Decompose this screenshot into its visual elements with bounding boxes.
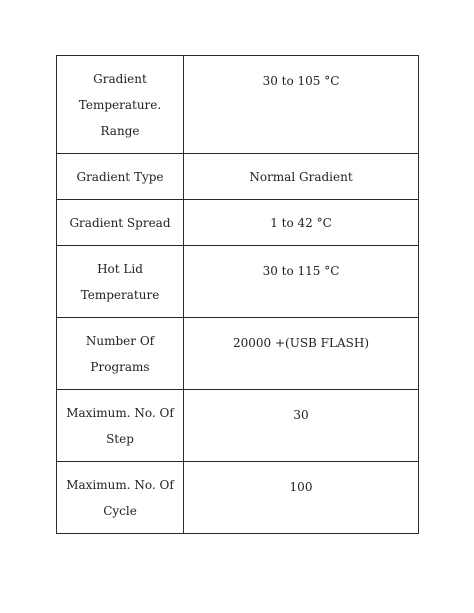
row-value: 1 to 42 °C — [184, 200, 419, 246]
table-row — [57, 56, 419, 154]
row-label: Maximum. No. Of Step — [57, 390, 184, 462]
row-value: Normal Gradient — [184, 154, 419, 200]
table-row — [57, 200, 419, 246]
row-label: Gradient Spread — [57, 200, 184, 246]
row-label: Gradient Type — [57, 154, 184, 200]
table-row — [57, 390, 419, 462]
row-label: Number Of Programs — [57, 318, 184, 390]
row-value: 30 — [184, 390, 419, 462]
table-row — [57, 318, 419, 390]
row-label: Gradient Temperature. Range — [57, 56, 184, 154]
row-label: Maximum. No. Of Cycle — [57, 462, 184, 534]
row-value: 30 to 115 °C — [184, 246, 419, 318]
table-row — [57, 462, 419, 534]
row-value: 30 to 105 °C — [184, 56, 419, 154]
row-label: Hot Lid Temperature — [57, 246, 184, 318]
table-row — [57, 154, 419, 200]
table-row — [57, 246, 419, 318]
specifications-table — [56, 55, 419, 534]
row-value: 100 — [184, 462, 419, 534]
row-value: 20000 +(USB FLASH) — [184, 318, 419, 390]
